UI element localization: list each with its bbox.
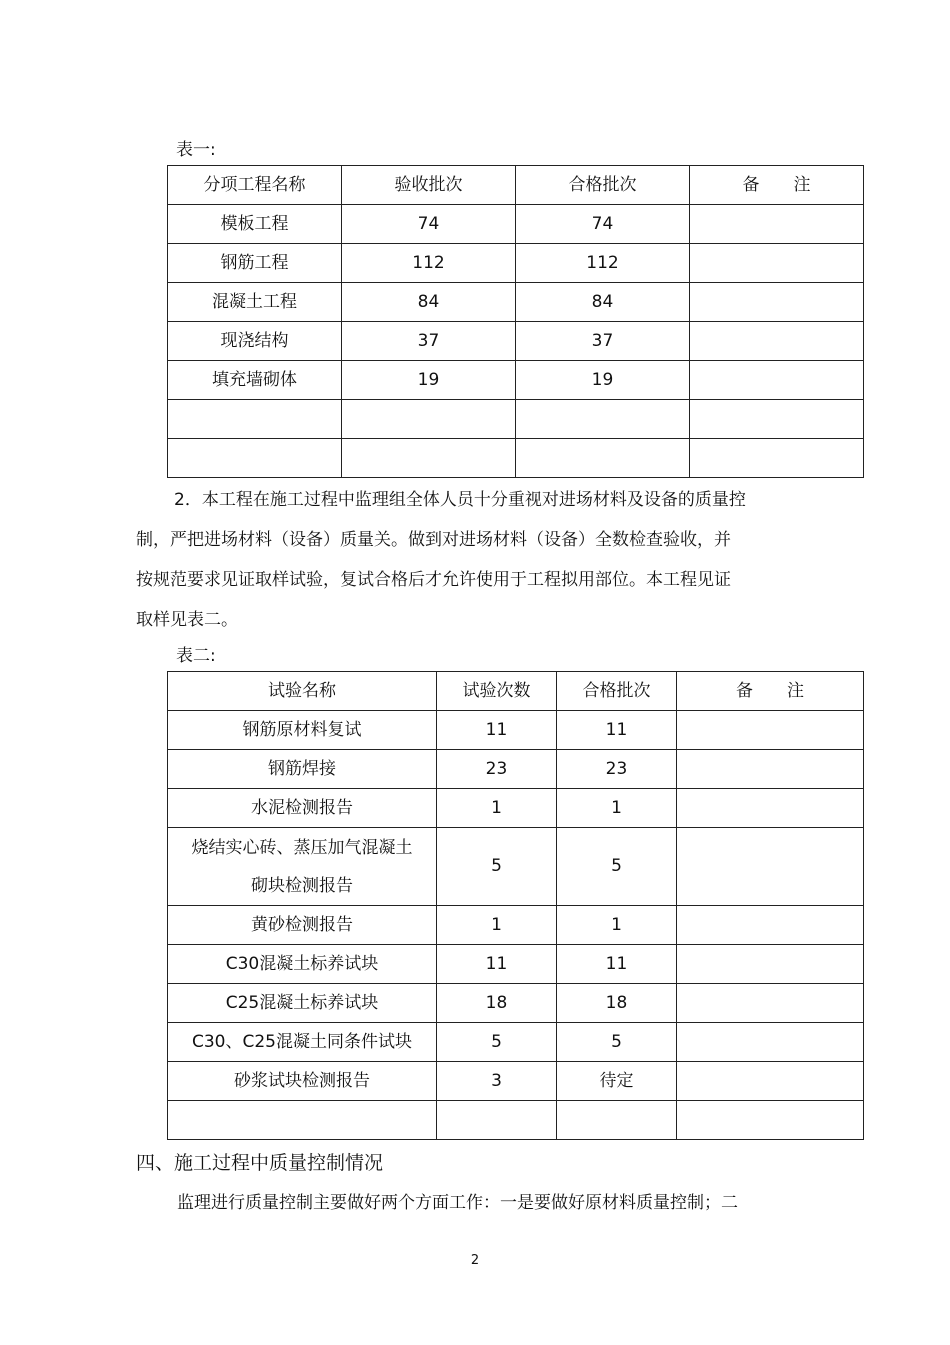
table-row bbox=[168, 945, 864, 984]
table-cell: 23 bbox=[557, 750, 677, 789]
table-cell bbox=[677, 750, 864, 789]
table-cell: 112 bbox=[342, 244, 516, 283]
table-row bbox=[168, 984, 864, 1023]
column-header: 合格批次 bbox=[557, 672, 677, 711]
table-row bbox=[168, 750, 864, 789]
table-cell bbox=[690, 400, 864, 439]
table-cell: 37 bbox=[342, 322, 516, 361]
table-cell: 钢筋工程 bbox=[168, 244, 342, 283]
table-row bbox=[168, 205, 864, 244]
table-cell: 模板工程 bbox=[168, 205, 342, 244]
table-cell bbox=[677, 1023, 864, 1062]
table-cell: 水泥检测报告 bbox=[168, 789, 437, 828]
paragraph-line: 按规范要求见证取样试验，复试合格后才允许使用于工程拟用部位。本工程见证 bbox=[136, 570, 731, 590]
table-cell: 23 bbox=[437, 750, 557, 789]
table-row bbox=[168, 789, 864, 828]
table-cell bbox=[677, 1101, 864, 1140]
table-row bbox=[168, 283, 864, 322]
table-row bbox=[168, 828, 864, 906]
table-cell bbox=[557, 1101, 677, 1140]
table-header-row bbox=[168, 672, 864, 711]
table1-caption: 表一: bbox=[176, 140, 216, 160]
column-header: 备 注 bbox=[690, 166, 864, 205]
table-cell bbox=[690, 439, 864, 478]
table-row bbox=[168, 400, 864, 439]
table-cell: C30混凝土标养试块 bbox=[168, 945, 437, 984]
table-row bbox=[168, 1101, 864, 1140]
table-cell: 74 bbox=[516, 205, 690, 244]
table-cell bbox=[677, 711, 864, 750]
table-cell: C25混凝土标养试块 bbox=[168, 984, 437, 1023]
cell-line: 烧结实心砖、蒸压加气混凝土 bbox=[191, 837, 413, 858]
table-cell bbox=[168, 828, 437, 906]
table-cell bbox=[168, 439, 342, 478]
table-cell bbox=[677, 906, 864, 945]
table-cell bbox=[690, 205, 864, 244]
table-cell bbox=[342, 400, 516, 439]
table-row bbox=[168, 906, 864, 945]
table-cell: 砂浆试块检测报告 bbox=[168, 1062, 437, 1101]
table-row bbox=[168, 711, 864, 750]
table-cell: 37 bbox=[516, 322, 690, 361]
table-cell: 混凝土工程 bbox=[168, 283, 342, 322]
table-cell: 19 bbox=[516, 361, 690, 400]
table-row bbox=[168, 439, 864, 478]
table-cell bbox=[516, 400, 690, 439]
cell-line: 砌块检测报告 bbox=[251, 875, 353, 896]
table-cell bbox=[168, 400, 342, 439]
table-cell: 1 bbox=[437, 789, 557, 828]
column-header: 备 注 bbox=[677, 672, 864, 711]
table-cell bbox=[677, 828, 864, 906]
table-cell: 1 bbox=[557, 906, 677, 945]
table-cell: 11 bbox=[557, 945, 677, 984]
table-cell: 1 bbox=[557, 789, 677, 828]
table-row bbox=[168, 361, 864, 400]
table-cell bbox=[690, 322, 864, 361]
table-cell: 待定 bbox=[557, 1062, 677, 1101]
table-cell bbox=[437, 1101, 557, 1140]
table-cell bbox=[677, 789, 864, 828]
table-cell: 黄砂检测报告 bbox=[168, 906, 437, 945]
table-cell bbox=[516, 439, 690, 478]
table-cell: 1 bbox=[437, 906, 557, 945]
table-row bbox=[168, 244, 864, 283]
table-cell bbox=[342, 439, 516, 478]
paragraph-materials bbox=[136, 480, 776, 640]
table-cell: 84 bbox=[342, 283, 516, 322]
table-cell: 填充墙砌体 bbox=[168, 361, 342, 400]
table-header-row bbox=[168, 166, 864, 205]
table-cell: 84 bbox=[516, 283, 690, 322]
table-cell: 18 bbox=[557, 984, 677, 1023]
column-header: 分项工程名称 bbox=[168, 166, 342, 205]
table-cell bbox=[677, 984, 864, 1023]
table-cell: 5 bbox=[437, 828, 557, 906]
table2 bbox=[167, 671, 864, 1140]
page-number: 2 bbox=[470, 1253, 480, 1268]
column-header: 试验名称 bbox=[168, 672, 437, 711]
table-cell bbox=[677, 1062, 864, 1101]
table-cell: 18 bbox=[437, 984, 557, 1023]
table2-caption: 表二: bbox=[176, 646, 216, 666]
paragraph-line: 2．本工程在施工过程中监理组全体人员十分重视对进场材料及设备的质量控 bbox=[174, 490, 746, 510]
table-cell: 74 bbox=[342, 205, 516, 244]
table-cell: 19 bbox=[342, 361, 516, 400]
table-cell bbox=[690, 361, 864, 400]
table-cell: 钢筋焊接 bbox=[168, 750, 437, 789]
table-cell: 5 bbox=[557, 828, 677, 906]
table-cell: 11 bbox=[437, 945, 557, 984]
table-row bbox=[168, 1023, 864, 1062]
column-header: 试验次数 bbox=[437, 672, 557, 711]
table1 bbox=[167, 165, 864, 478]
column-header: 验收批次 bbox=[342, 166, 516, 205]
table-cell: 5 bbox=[437, 1023, 557, 1062]
table-cell: 钢筋原材料复试 bbox=[168, 711, 437, 750]
table-cell bbox=[690, 244, 864, 283]
table-cell: 112 bbox=[516, 244, 690, 283]
section-heading: 四、施工过程中质量控制情况 bbox=[136, 1152, 384, 1174]
table-cell bbox=[677, 945, 864, 984]
table-cell bbox=[168, 1101, 437, 1140]
paragraph-line: 取样见表二。 bbox=[136, 610, 238, 630]
table-cell bbox=[690, 283, 864, 322]
section-paragraph: 监理进行质量控制主要做好两个方面工作：一是要做好原材料质量控制；二 bbox=[177, 1193, 738, 1213]
table-cell: 11 bbox=[437, 711, 557, 750]
table-row bbox=[168, 1062, 864, 1101]
table-cell: 3 bbox=[437, 1062, 557, 1101]
paragraph-line: 制，严把进场材料（设备）质量关。做到对进场材料（设备）全数检查验收，并 bbox=[136, 530, 731, 550]
table-cell: 现浇结构 bbox=[168, 322, 342, 361]
table-cell: 11 bbox=[557, 711, 677, 750]
table-row bbox=[168, 322, 864, 361]
column-header: 合格批次 bbox=[516, 166, 690, 205]
table-cell: 5 bbox=[557, 1023, 677, 1062]
table-cell: C30、C25混凝土同条件试块 bbox=[168, 1023, 437, 1062]
